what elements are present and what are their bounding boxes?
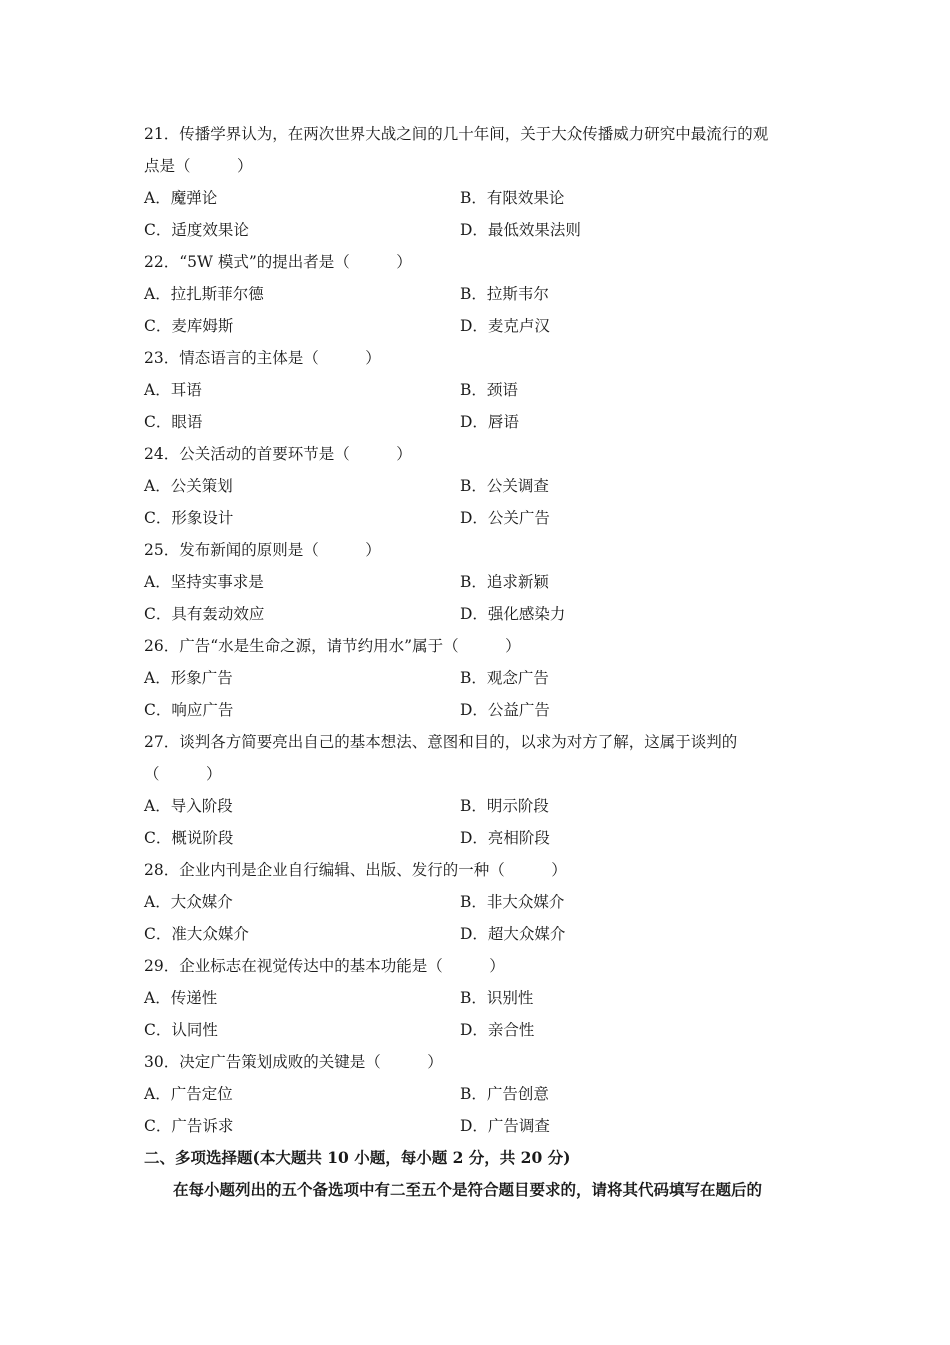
option: C．响应广告 <box>144 701 234 719</box>
option: D．广告调查 <box>460 1117 550 1135</box>
option: A．耳语 <box>144 381 202 399</box>
option: D．公益广告 <box>460 701 550 719</box>
option: B．识别性 <box>460 989 534 1007</box>
option: C．认同性 <box>144 1021 218 1039</box>
question-stem: 23．情态语言的主体是（ ） <box>144 349 381 367</box>
option: A．魔弹论 <box>144 189 218 207</box>
question-stem: 点是（ ） <box>144 157 253 175</box>
option: D．强化感染力 <box>460 605 566 623</box>
question-stem: 21．传播学界认为，在两次世界大战之间的几十年间，关于大众传播威力研究中最流行的观 <box>144 125 769 143</box>
question-stem: 22．“5W 模式”的提出者是（ ） <box>144 253 412 271</box>
option: D．最低效果法则 <box>460 221 581 239</box>
question-stem: 30．决定广告策划成败的关键是（ ） <box>144 1053 443 1071</box>
option: D．亮相阶段 <box>460 829 550 847</box>
option: D．唇语 <box>460 413 519 431</box>
option: D．麦克卢汉 <box>460 317 550 335</box>
option: A．大众媒介 <box>144 893 233 911</box>
option: C．广告诉求 <box>144 1117 234 1135</box>
question-stem: 28．企业内刊是企业自行编辑、出版、发行的一种（ ） <box>144 861 567 879</box>
option: D．亲合性 <box>460 1021 535 1039</box>
option: B．拉斯韦尔 <box>460 285 549 303</box>
section-instruction: 在每小题列出的五个备选项中有二至五个是符合题目要求的，请将其代码填写在题后的 <box>173 1180 763 1199</box>
question-stem: 24．公关活动的首要环节是（ ） <box>144 445 412 463</box>
option: B．有限效果论 <box>460 189 565 207</box>
option: B．观念广告 <box>460 669 549 687</box>
section-heading: 二、多项选择题(本大题共 10 小题，每小题 2 分，共 20 分) <box>144 1148 571 1167</box>
question-stem: 29．企业标志在视觉传达中的基本功能是（ ） <box>144 957 505 975</box>
option: B．公关调查 <box>460 477 549 495</box>
option: B．非大众媒介 <box>460 893 565 911</box>
option: A．形象广告 <box>144 669 233 687</box>
option: A．公关策划 <box>144 477 233 495</box>
option: A．拉扎斯菲尔德 <box>144 285 264 303</box>
option: B．颈语 <box>460 381 518 399</box>
question-stem: 27．谈判各方简要亮出自己的基本想法、意图和目的，以求为对方了解，这属于谈判的 <box>144 733 738 751</box>
option: C．麦库姆斯 <box>144 317 234 335</box>
option: C．准大众媒介 <box>144 925 249 943</box>
option: C．眼语 <box>144 413 203 431</box>
option: C．适度效果论 <box>144 221 249 239</box>
question-stem: （ ） <box>144 765 222 783</box>
question-stem: 26．广告“水是生命之源，请节约用水”属于（ ） <box>144 637 521 655</box>
option: B．明示阶段 <box>460 797 549 815</box>
option: D．公关广告 <box>460 509 550 527</box>
question-stem: 25．发布新闻的原则是（ ） <box>144 541 381 559</box>
option: C．具有轰动效应 <box>144 605 265 623</box>
option: B．广告创意 <box>460 1085 549 1103</box>
option: B．追求新颖 <box>460 573 549 591</box>
option: A．广告定位 <box>144 1085 233 1103</box>
option: C．概说阶段 <box>144 829 234 847</box>
option: C．形象设计 <box>144 509 234 527</box>
option: A．导入阶段 <box>144 797 233 815</box>
option: A．坚持实事求是 <box>144 573 264 591</box>
option: D．超大众媒介 <box>460 925 566 943</box>
option: A．传递性 <box>144 989 218 1007</box>
